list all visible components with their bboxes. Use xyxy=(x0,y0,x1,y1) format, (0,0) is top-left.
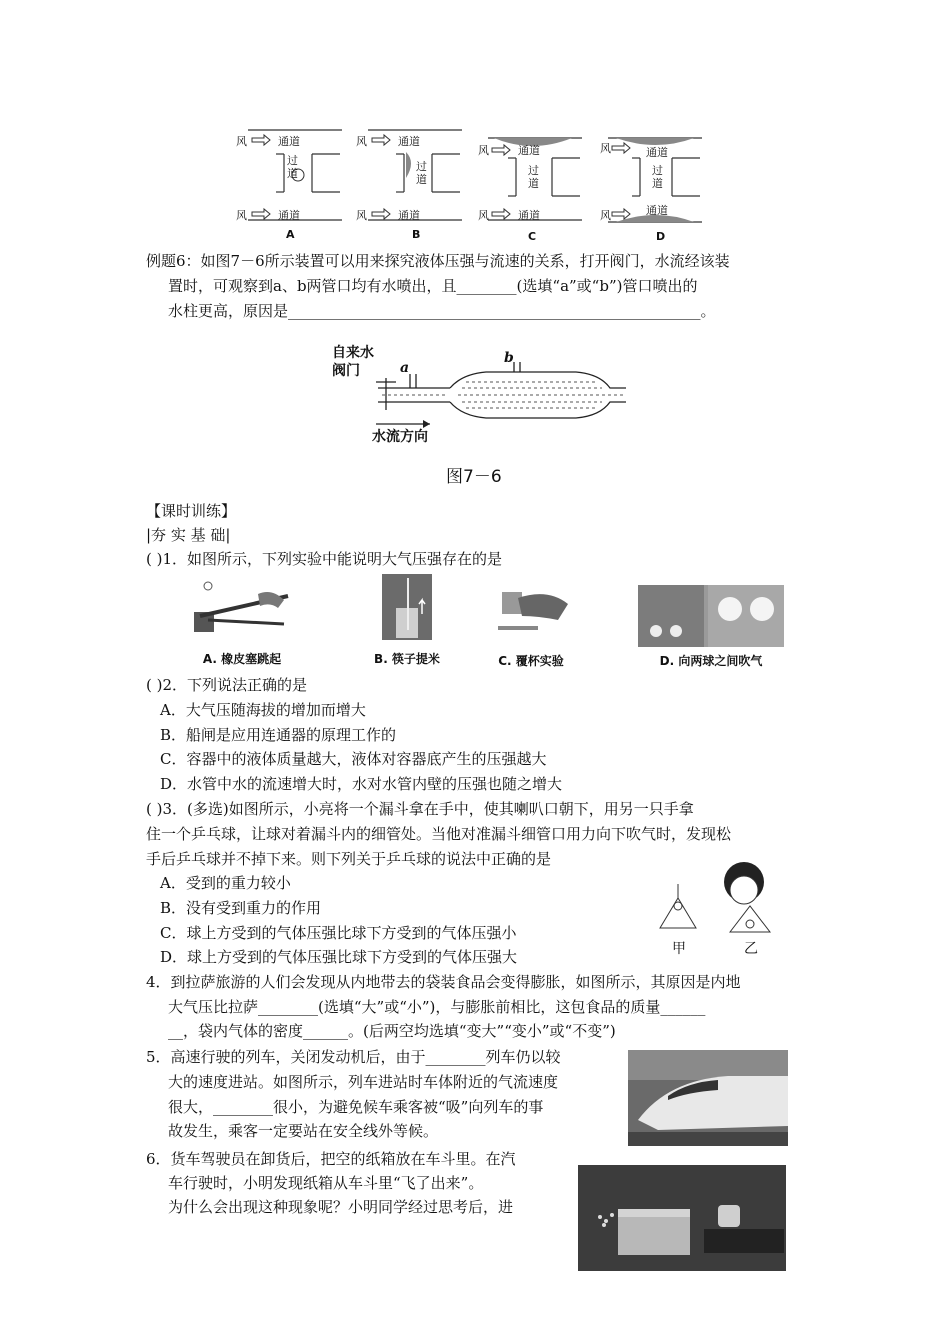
wind-channel-drawing xyxy=(232,124,712,246)
q1-image-d xyxy=(638,585,784,647)
example6-line3: 水柱更高，原因是_______________________________________________________。 xyxy=(168,302,716,320)
q4-line3: __，袋内气体的密度______。(后两空均选填“变大”“变小”或“不变”) xyxy=(168,1022,616,1040)
q5-line1: 5．高速行驶的列车，关闭发动机后，由于________列车仍以较 xyxy=(146,1048,561,1066)
q6-line3: 为什么会出现这种现象呢？小明同学经过思考后，进 xyxy=(168,1198,514,1216)
q3-option-a: A．受到的重力较小 xyxy=(160,874,291,892)
channel-label-c-bottom: 通道 xyxy=(518,209,540,222)
q6-line2: 车行驶时，小明发现纸箱从车斗里“飞了出来”。 xyxy=(168,1174,484,1192)
q1-image-c xyxy=(494,584,570,640)
option-letter-d: D xyxy=(656,230,666,243)
passage-label-b: 过道 xyxy=(416,160,427,186)
channel-label-a-bottom: 通道 xyxy=(278,209,300,222)
wind-label-b-top: 风 xyxy=(356,135,367,148)
figure-7-6-caption: 图7－6 xyxy=(446,467,502,487)
q3-funnel-figure xyxy=(650,860,790,956)
channel-label-b-bottom: 通道 xyxy=(398,209,420,222)
q4-line1: 4．到拉萨旅游的人们会发现从内地带去的袋装食品会变得膨胀，如图所示，其原因是内地 xyxy=(146,973,741,991)
wind-label-a-top: 风 xyxy=(236,135,247,148)
q2-option-b: B．船闸是应用连通器的原理工作的 xyxy=(160,726,397,744)
training-header: 【课时训练】 xyxy=(146,502,237,520)
wind-label-d-bottom: 风 xyxy=(600,209,611,222)
example6-line2: 置时，可观察到a、b两管口均有水喷出，且________(选填“a”或“b”)管口喷出的 xyxy=(168,277,698,295)
q6-box-photo xyxy=(578,1165,786,1271)
option-letter-a: A xyxy=(286,228,295,241)
passage-label-c: 过道 xyxy=(528,164,539,190)
q1-caption-d: D. 向两球之间吹气 xyxy=(659,654,763,668)
q4-line2: 大气压比拉萨________(选填“大”或“小”)，与膨胀前相比，这包食品的质量______ xyxy=(168,998,706,1016)
figure-7-6 xyxy=(326,338,636,448)
passage-label-a: 过道 xyxy=(287,154,298,180)
option-letter-c: C xyxy=(528,230,537,243)
channel-label-b-top: 通道 xyxy=(398,135,420,148)
channel-label-a-top: 通道 xyxy=(278,135,300,148)
q1-caption-c: C. 覆杯实验 xyxy=(498,654,564,668)
q6-line1: 6．货车驾驶员在卸货后，把空的纸箱放在车斗里。在汽 xyxy=(146,1150,516,1168)
q3-fig-label-yi: 乙 xyxy=(744,941,758,957)
q3-line1: ( )3．(多选)如图所示，小亮将一个漏斗拿在手中，使其喇叭口朝下，用另一只手拿 xyxy=(146,800,694,818)
channel-label-c-top: 通道 xyxy=(518,144,540,157)
q3-option-b: B．没有受到重力的作用 xyxy=(160,899,322,917)
example6-line1: 例题6：如图7－6所示装置可以用来探究液体压强与流速的关系，打开阀门，水流经该装 xyxy=(146,252,730,270)
q2-option-a: A．大气压随海拔的增加而增大 xyxy=(160,701,366,719)
wind-label-a-bottom: 风 xyxy=(236,209,247,222)
q2-option-c: C．容器中的液体质量越大，液体对容器底产生的压强越大 xyxy=(160,750,547,768)
training-subheader: |夯 实 基 础| xyxy=(146,526,231,544)
q5-train-photo xyxy=(628,1050,788,1146)
option-letter-b: B xyxy=(412,228,421,241)
q3-line2: 住一个乒乓球，让球对着漏斗内的细管处。当他对准漏斗细管口用力向下吹气时，发现松 xyxy=(146,825,732,843)
q1-stem: ( )1．如图所示，下列实验中能说明大气压强存在的是 xyxy=(146,550,503,568)
q1-caption-a: A. 橡皮塞跳起 xyxy=(202,652,282,666)
q3-option-c: C．球上方受到的气体压强比球下方受到的气体压强小 xyxy=(160,924,517,942)
wind-label-c-top: 风 xyxy=(478,144,489,157)
q1-caption-b: B. 筷子提米 xyxy=(374,652,440,666)
wind-channel-figure xyxy=(232,124,712,246)
q5-line2: 大的速度进站。如图所示，列车进站时车体附近的气流速度 xyxy=(168,1073,559,1091)
q1-image-a xyxy=(188,576,296,642)
channel-label-d-bottom: 通道 xyxy=(646,204,668,217)
q5-line4: 故发生，乘客一定要站在安全线外等候。 xyxy=(168,1122,439,1140)
q2-option-d: D．水管中水的流速增大时，水对水管内壁的压强也随之增大 xyxy=(160,775,563,793)
wind-label-c-bottom: 风 xyxy=(478,209,489,222)
channel-label-d-top: 通道 xyxy=(646,146,668,159)
flow-direction-label: 水流方向 xyxy=(372,429,428,445)
tap-water-label: 自来水 xyxy=(332,345,374,361)
q3-option-d: D．球上方受到的气体压强比球下方受到的气体压强大 xyxy=(160,948,518,966)
q2-stem: ( )2．下列说法正确的是 xyxy=(146,676,308,694)
tube-b-label: b xyxy=(504,350,514,366)
valve-label: 阀门 xyxy=(332,363,360,379)
q1-image-b xyxy=(382,574,432,640)
tube-a-label: a xyxy=(400,360,410,376)
q5-line3: 很大，________很小，为避免候车乘客被“吸”向列车的事 xyxy=(168,1098,544,1116)
wind-label-d-top: 风 xyxy=(600,142,611,155)
q3-line3: 手后乒乓球并不掉下来。则下列关于乒乓球的说法中正确的是 xyxy=(146,850,552,868)
q3-fig-label-jia: 甲 xyxy=(672,941,686,957)
wind-label-b-bottom: 风 xyxy=(356,209,367,222)
passage-label-d: 过道 xyxy=(652,164,663,190)
